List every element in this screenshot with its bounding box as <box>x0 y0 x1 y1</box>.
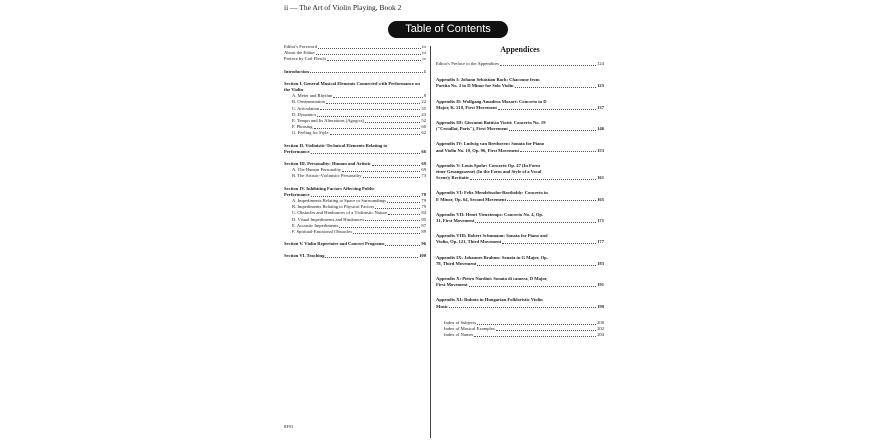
appendix-title-line: Appendix II: Wolfgang Amadeus Mozart: Concerto in D <box>436 98 547 104</box>
toc-entry-page: 52 <box>421 118 426 124</box>
appendix-title-line: 31, First Movement <box>436 218 475 224</box>
appendix-entry <box>436 212 604 224</box>
contents-left-column <box>284 44 426 260</box>
toc-entry-page: 124 <box>597 61 604 66</box>
appendix-title-line: Appendix IX: Johannes Brahms: Sonata in G Major, Op. <box>436 254 548 260</box>
toc-entry-label: Preface by Carl Flesch <box>284 56 326 62</box>
leader-dots <box>311 196 421 197</box>
leader-dots <box>342 171 420 172</box>
leader-dots <box>327 60 422 61</box>
leader-dots <box>316 54 421 55</box>
leader-dots <box>507 200 596 201</box>
toc-entry-label: F. Phrasing <box>292 124 313 130</box>
appendix-title-line: Violin, Op. 121, Third Movement <box>436 239 502 245</box>
appendix-title-line: Scene); Recitativ <box>436 175 470 181</box>
appendix-title-line: einer Gesangsszene) (In the Form and Style of a Vocal <box>436 169 542 175</box>
leader-dots <box>372 165 420 166</box>
leader-dots <box>375 208 420 209</box>
toc-entry-label: B. The Artistic-Violinistic Personality <box>292 173 362 179</box>
toc-entry-label: D. Visual Impediments and Hindrances <box>292 216 365 222</box>
appendix-last-line <box>436 148 604 154</box>
appendix-last-line <box>436 197 604 203</box>
index-list <box>436 320 604 339</box>
appendix-title-line: First Movement <box>436 282 468 288</box>
appendix-entry <box>436 77 604 89</box>
leader-dots <box>365 122 420 123</box>
toc-entry-page: 85 <box>421 216 426 222</box>
leader-dots <box>318 48 421 49</box>
index-entry <box>436 332 604 338</box>
toc-entry-page: 60 <box>421 124 426 130</box>
footer-code: RF03 <box>284 424 293 429</box>
leader-dots <box>475 222 596 223</box>
appendix-title-line: Appendix VIII: Robert Schumann: Sonata for Piano and <box>436 233 548 239</box>
toc-entry-label: Index of Subjects <box>444 319 477 325</box>
toc-entry-page: 183 <box>597 260 604 266</box>
toc-entry-page: 73 <box>421 173 426 179</box>
toc-entry-label: B. Impediments Relating to Physical Factors <box>292 204 375 210</box>
leader-dots <box>474 336 596 337</box>
toc-entry-label: A. Impediments Relating to Space or Surroundings <box>292 198 387 204</box>
toc-entry-page: 69 <box>421 167 426 173</box>
contents-right-column <box>436 44 604 338</box>
toc-entry-label: G. Feeling for Style <box>292 130 329 136</box>
appendix-entry <box>436 99 604 111</box>
leader-dots <box>477 265 596 266</box>
toc-entry-page: 79 <box>421 204 426 210</box>
toc-entry-label: Introduction <box>284 68 309 74</box>
appendix-title-line: Appendix III: Giovanni Battista Viotti: Concerto No. 19 <box>436 120 546 126</box>
appendix-entry <box>436 255 604 267</box>
section-heading: Section IV. Inhibiting Factors Affecting Public <box>284 185 375 191</box>
toc-entry-label: A. The Human Personality <box>292 167 342 173</box>
appendix-last-line <box>436 218 604 224</box>
toc-entry-label: Performance <box>284 148 310 154</box>
toc-entry-label: B. Ornamentation <box>292 99 325 105</box>
appendix-last-line <box>436 239 604 245</box>
toc-entry-page: iv <box>422 56 426 62</box>
toc-entry-page: 69 <box>421 161 426 167</box>
toc-entry-label: Index of Names <box>444 332 474 338</box>
appendix-entry <box>436 141 604 153</box>
toc-entry-page: 191 <box>597 282 604 288</box>
appendix-title-line: Appendix I: Johann Sebastian Bach: Chaconne from <box>436 77 540 83</box>
leader-dots <box>330 134 421 135</box>
appendix-entry <box>436 163 604 182</box>
appendix-entry <box>436 297 604 309</box>
leader-dots <box>314 128 421 129</box>
leader-dots <box>385 245 420 246</box>
toc-entry-page: 165 <box>597 196 604 202</box>
toc-entry-label: C. Articulation <box>292 105 320 111</box>
toc-entry-page: 43 <box>421 111 426 117</box>
section-heading: Section II. Violinistic-Technical Elements Relating to <box>284 142 388 148</box>
toc-entry-label: A. Meter and Rhythm <box>292 93 333 99</box>
leader-dots <box>449 307 596 308</box>
appendix-title-line: 78, Third Movement <box>436 260 477 266</box>
toc-entry-page: 204 <box>597 332 604 338</box>
toc-entry-page: 89 <box>421 229 426 235</box>
page-title: Table of Contents <box>388 21 508 38</box>
toc-entry-label: About the Editor <box>284 50 315 56</box>
appendix-title-line: Appendix XI: Rubato in Hungarian Folkloristic Violin <box>436 297 543 303</box>
toc-entry-label: E. Acoustic Impediments <box>292 222 339 228</box>
toc-entry-page: 100 <box>419 253 426 259</box>
leader-dots <box>320 109 420 110</box>
leader-dots <box>365 220 420 221</box>
appendix-title-line: Partita No. 2 in D Minor for Solo Violin <box>436 83 514 89</box>
toc-entry-label: Section V. Violin Repertoire and Concert Programs <box>284 241 385 247</box>
toc-entry-page: iii <box>422 50 426 56</box>
toc-entry-page: 66 <box>421 148 426 154</box>
appendix-last-line <box>436 175 604 181</box>
running-head: ii — The Art of Violin Playing, Book 2 <box>284 3 402 12</box>
leader-dots <box>310 72 423 73</box>
leader-dots <box>317 116 420 117</box>
appendix-entry <box>436 233 604 245</box>
toc-entry-page: 22 <box>421 99 426 105</box>
toc-entry-page: 146 <box>597 126 604 132</box>
toc-entry-label: Section VI. Teaching <box>284 253 325 259</box>
leader-dots <box>311 153 421 154</box>
toc-entry-label: Editor's Foreword <box>284 44 318 49</box>
toc-entry-page: 137 <box>597 104 604 110</box>
leader-dots <box>326 103 420 104</box>
appendix-title-line: Music <box>436 303 448 309</box>
toc-entry-page: 1 <box>423 68 426 74</box>
leader-dots <box>353 233 420 234</box>
appendix-last-line <box>436 105 604 111</box>
toc-entry-page: 153 <box>597 147 604 153</box>
toc-entry-label: D. Dynamics <box>292 111 317 117</box>
column-divider <box>430 46 431 438</box>
toc-entry-page: 35 <box>421 105 426 111</box>
toc-entry-page: 171 <box>597 218 604 224</box>
toc-entry-page: 84 <box>421 210 426 216</box>
section-heading: Section I. General Musical Elements Connected with Performance on the Violin <box>284 80 420 93</box>
leader-dots <box>496 330 596 331</box>
appendix-last-line <box>436 304 604 310</box>
toc-entry-page: 87 <box>421 222 426 228</box>
leader-dots <box>333 97 422 98</box>
toc-entry-label: Index of Musical Examples <box>444 326 495 332</box>
appendix-title-line: Appendix X: Pietro Nardini: Sonata di camera, D Major, <box>436 276 548 282</box>
appendix-last-line <box>436 261 604 267</box>
toc-entry-page: 96 <box>421 241 426 247</box>
leader-dots <box>470 179 596 180</box>
toc-entry-page: iii <box>422 44 426 49</box>
appendix-title-line: and Violin No. 10, Op. 96, First Movement <box>436 147 520 153</box>
book-page <box>278 0 606 441</box>
appendix-last-line <box>436 282 604 288</box>
appendix-entry <box>436 276 604 288</box>
leader-dots <box>339 227 420 228</box>
leader-dots <box>498 109 596 110</box>
appendix-title-line: Appendix V: Louis Spohr: Concerto Op. 47 (In Form <box>436 162 541 168</box>
toc-entry-label: Editor's Preface to the Appendices <box>436 61 500 66</box>
toc-entry-page: 200 <box>597 319 604 325</box>
leader-dots <box>502 243 596 244</box>
appendices-heading: Appendices <box>500 45 540 54</box>
toc-entry-page: 161 <box>597 175 604 181</box>
toc-entry-page: 79 <box>421 198 426 204</box>
leader-dots <box>500 65 596 66</box>
leader-dots <box>509 130 596 131</box>
appendix-entry <box>436 190 604 202</box>
toc-entry-page: 199 <box>597 303 604 309</box>
toc-entry-page: 177 <box>597 239 604 245</box>
toc-entry-label: Performance <box>284 191 310 197</box>
toc-entry-page: 125 <box>597 83 604 89</box>
leader-dots <box>325 257 418 258</box>
appendix-title-line: Major, K. 218, First Movement <box>436 104 497 110</box>
toc-entry-label: Section III. Personality: Human and Artistic <box>284 161 372 167</box>
toc-entry-page: 78 <box>421 191 426 197</box>
toc-entry-label: F. Spiritual-Emotional Obstacles <box>292 229 352 235</box>
leader-dots <box>469 286 597 287</box>
toc-entry <box>284 253 426 259</box>
appendix-title-line: Appendix IV: Ludwig van Beethoven: Sonata for Piano <box>436 141 545 147</box>
appendix-title-line: E Minor, Op. 64, Second Movement <box>436 196 507 202</box>
toc-entry-label: E. Tempo and Its Alterations (Agogics) <box>292 118 365 124</box>
appendix-entry <box>436 120 604 132</box>
leader-dots <box>387 202 420 203</box>
leader-dots <box>363 177 421 178</box>
toc-entry-page: 8 <box>423 93 426 99</box>
toc-entry-page: 202 <box>597 326 604 332</box>
leader-dots <box>515 87 597 88</box>
toc-entry-label: C. Obstacles and Hindrances of a Violinistic Nature <box>292 210 388 216</box>
leader-dots <box>388 214 420 215</box>
toc-entry-preface <box>436 61 604 67</box>
appendix-last-line <box>436 83 604 89</box>
appendix-title-line: ("Cestallat, Paris"), First Movement <box>436 126 508 132</box>
leader-dots <box>477 324 596 325</box>
appendix-last-line <box>436 126 604 132</box>
appendix-title-line: Appendix VII: Henri Vieuxtemps: Concerto No. 4, Op. <box>436 211 544 217</box>
appendix-title-line: Appendix VI: Felix Mendelssohn-Bartholdy: Concerto in <box>436 190 548 196</box>
toc-entry-page: 62 <box>421 130 426 136</box>
leader-dots <box>520 151 596 152</box>
appendix-list <box>436 77 604 310</box>
